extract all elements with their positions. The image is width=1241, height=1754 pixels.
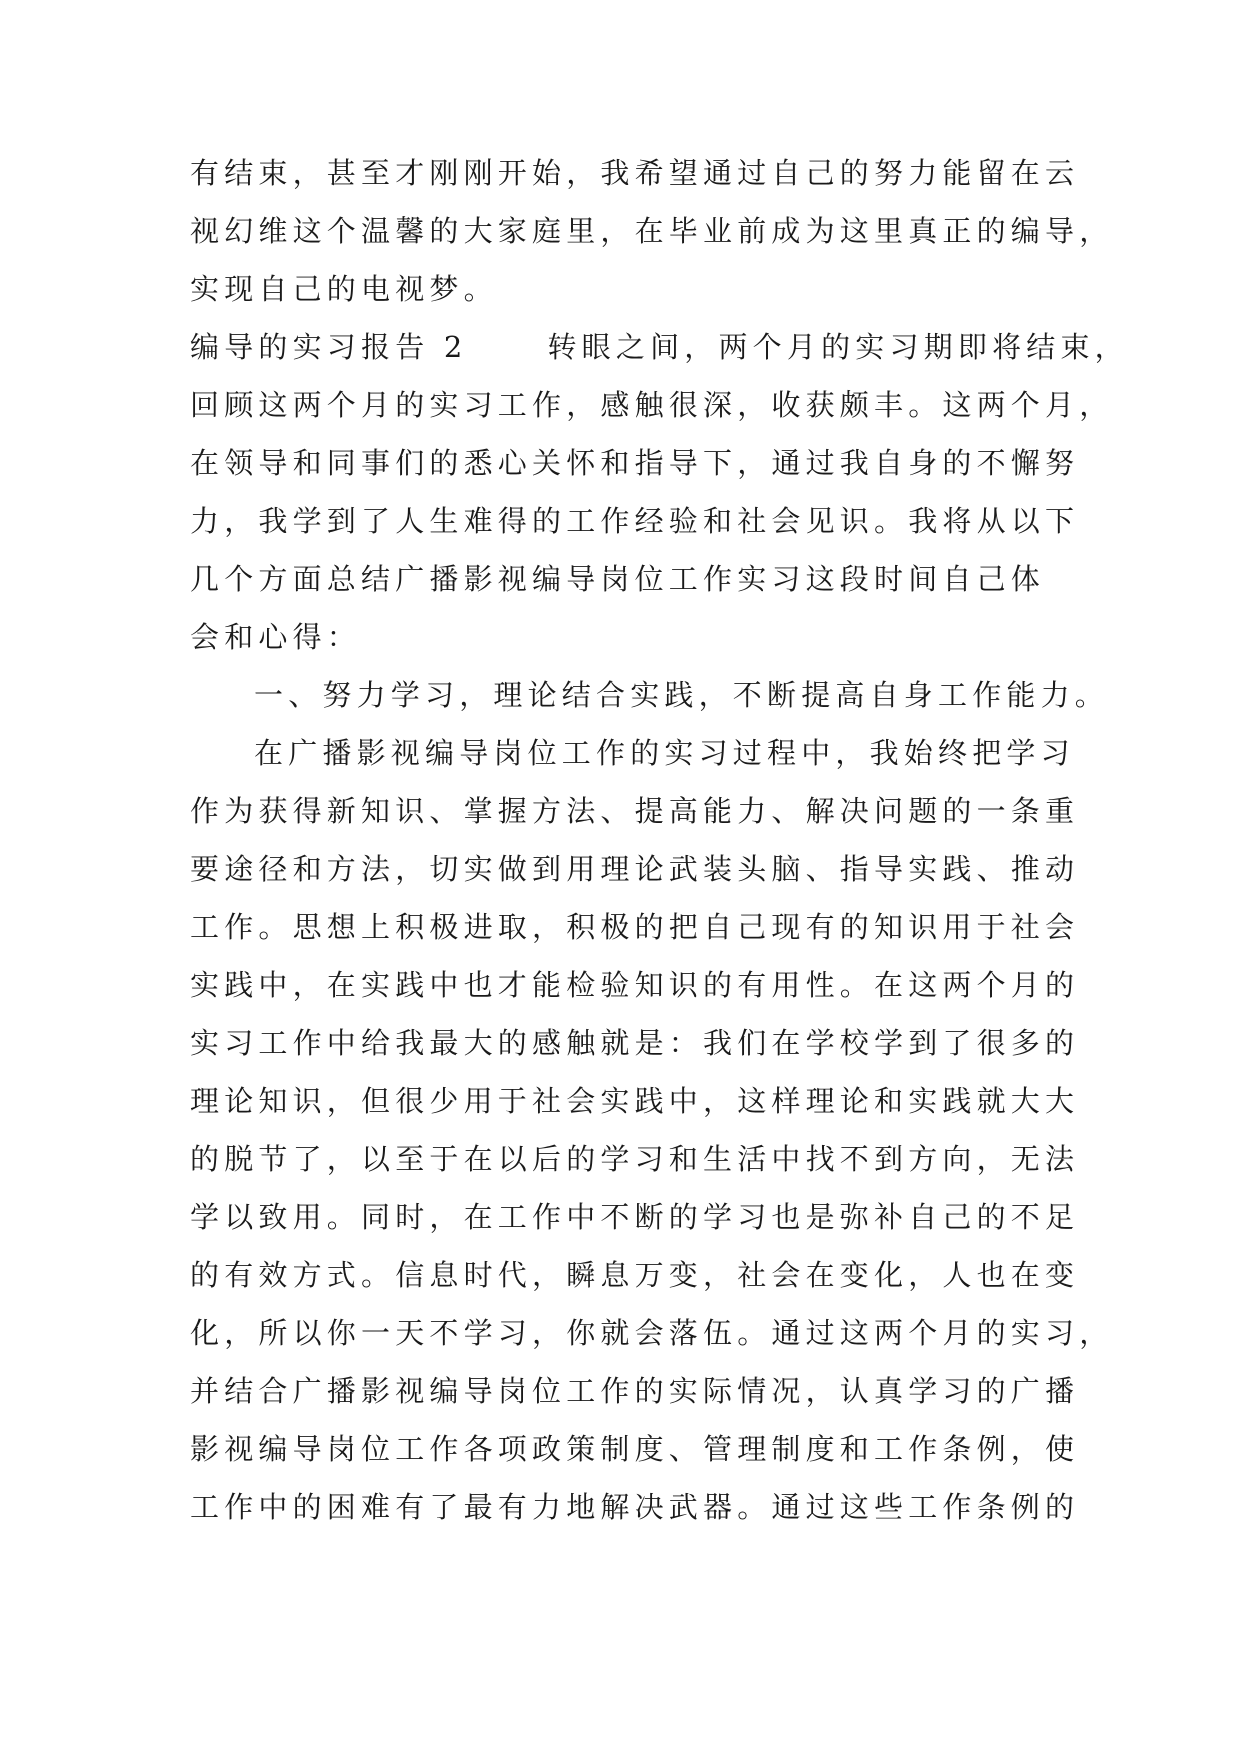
- text-line: 在领导和同事们的悉心关怀和指导下，通过我自身的不懈努: [190, 446, 1080, 480]
- text-line: 在广播影视编导岗位工作的实习过程中，我始终把学习: [254, 736, 1075, 770]
- text-line: 工作中的困难有了最有力地解决武器。通过这些工作条例的: [190, 1490, 1080, 1524]
- text-line: 要途径和方法，切实做到用理论武装头脑、指导实践、推动: [190, 852, 1080, 886]
- text-line: 作为获得新知识、掌握方法、提高能力、解决问题的一条重: [190, 794, 1080, 828]
- text-line: 实现自己的电视梦。: [190, 272, 498, 306]
- text-line: 力，我学到了人生难得的工作经验和社会见识。我将从以下: [190, 504, 1080, 538]
- text-line: 会和心得：: [190, 620, 362, 654]
- text-line: 并结合广播影视编导岗位工作的实际情况，认真学习的广播: [190, 1374, 1080, 1408]
- text-line: 视幻维这个温馨的大家庭里，在毕业前成为这里真正的编导，: [190, 214, 1114, 248]
- text-line: 有结束，甚至才刚刚开始，我希望通过自己的努力能留在云: [190, 156, 1080, 190]
- section-heading: 一、努力学习，理论结合实践，不断提高自身工作能力。: [254, 678, 1110, 712]
- report-title: 编导的实习报告 2: [190, 330, 468, 364]
- text-line: 学以致用。同时，在工作中不断的学习也是弥补自己的不足: [190, 1200, 1080, 1234]
- text-line: 转眼之间，两个月的实习期即将结束，: [547, 330, 1129, 364]
- text-line: 影视编导岗位工作各项政策制度、管理制度和工作条例，使: [190, 1432, 1080, 1466]
- report-title-line: [190, 327, 1129, 367]
- text-line: 实习工作中给我最大的感触就是：我们在学校学到了很多的: [190, 1026, 1080, 1060]
- text-line: 理论知识，但很少用于社会实践中，这样理论和实践就大大: [190, 1084, 1080, 1118]
- text-line: 的脱节了，以至于在以后的学习和生活中找不到方向，无法: [190, 1142, 1080, 1176]
- text-line: 实践中，在实践中也才能检验知识的有用性。在这两个月的: [190, 968, 1080, 1002]
- text-line: 回顾这两个月的实习工作，感触很深，收获颇丰。这两个月，: [190, 388, 1114, 422]
- text-line: 工作。思想上积极进取，积极的把自己现有的知识用于社会: [190, 910, 1080, 944]
- text-line: 几个方面总结广播影视编导岗位工作实习这段时间自己体: [190, 562, 1046, 596]
- text-line: 化，所以你一天不学习，你就会落伍。通过这两个月的实习，: [190, 1316, 1114, 1350]
- text-line: 的有效方式。信息时代，瞬息万变，社会在变化，人也在变: [190, 1258, 1080, 1292]
